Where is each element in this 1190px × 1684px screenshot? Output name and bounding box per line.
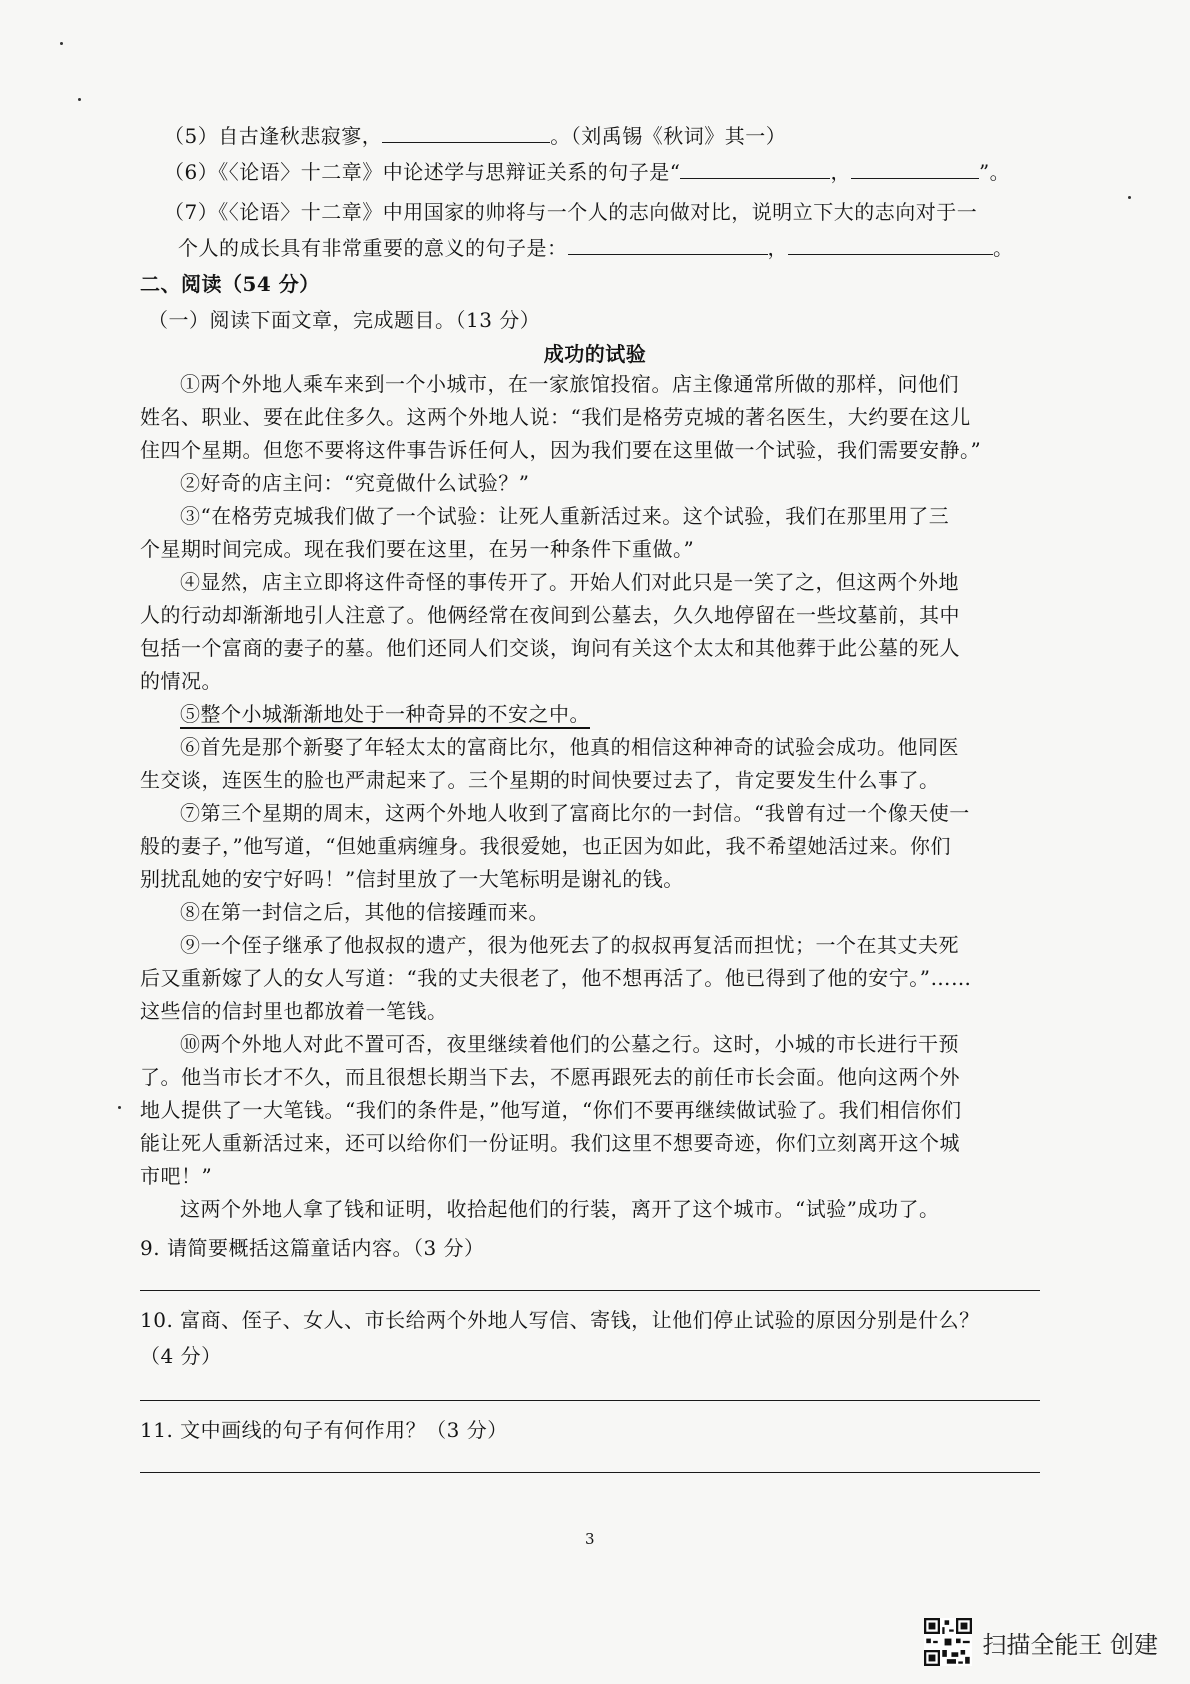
- article-paragraph-7-line-3: 别扰乱她的安宁好吗！”信封里放了一大笔标明是谢礼的钱。: [140, 867, 684, 891]
- article-paragraph-10-line-1: ⑩两个外地人对此不置可否，夜里继续着他们的公墓之行。这时，小城的市长进行干预: [180, 1032, 959, 1056]
- article-paragraph-3-line-1: ③“在格劳克城我们做了一个试验：让死人重新活过来。这个试验，我们在那里用了三: [180, 504, 950, 528]
- question-9-answer-line[interactable]: [140, 1290, 1040, 1291]
- article-paragraph-1-line-2: 姓名、职业、要在此住多久。这两个外地人说：“我们是格劳克城的著名医生，大约要在这儿: [140, 405, 971, 429]
- article-paragraph-9-line-2: 后又重新嫁了人的女人写道：“我的丈夫很老了，他不想再活了。他已得到了他的安宁。”……: [140, 966, 972, 990]
- article-paragraph-1-line-3: 住四个星期。但您不要将这件事告诉任何人，因为我们要在这里做一个试验，我们需要安静。”: [140, 438, 982, 462]
- scanner-watermark: [924, 1618, 1158, 1666]
- article-paragraph-4-line-3: 包括一个富商的妻子的墓。他们还同人们交谈，询问有关这个太太和其他葬于此公墓的死人: [140, 636, 960, 660]
- q7-text-mid: ，: [767, 236, 788, 260]
- article-paragraph-10-line-4: 能让死人重新活过来，还可以给你们一份证明。我们这里不想要奇迹，你们立刻离开这个城: [140, 1131, 960, 1155]
- q5-text-before: （5）自古逢秋悲寂寥，: [164, 124, 383, 148]
- watermark-text: 扫描全能王 创建: [982, 1630, 1158, 1659]
- article-paragraph-10-line-2: 了。他当市长才不久，而且很想长期当下去，不愿再跟死去的前任市长会面。他向这两个外: [140, 1065, 960, 1089]
- article-paragraph-8: ⑧在第一封信之后，其他的信接踵而来。: [180, 900, 549, 924]
- article-paragraph-9-line-1: ⑨一个侄子继承了他叔叔的遗产，很为他死去了的叔叔再复活而担忧；一个在其丈夫死: [180, 933, 959, 957]
- question-11: 11. 文中画线的句子有何作用？（3 分）: [140, 1418, 508, 1442]
- question-10-answer-line[interactable]: [140, 1400, 1040, 1401]
- article-paragraph-4-line-1: ④显然，店主立即将这件奇怪的事传开了。开始人们对此只是一笑了之，但这两个外地: [180, 570, 959, 594]
- section-heading: 二、阅读（54 分）: [140, 272, 320, 296]
- fill-in-q7-line1: （7）《〈论语〉十二章》中用国家的帅将与一个人的志向做对比，说明立下大的志向对于一: [164, 200, 978, 224]
- q6-text-mid: ，: [830, 160, 851, 184]
- q6-answer-blank-1[interactable]: [680, 158, 830, 179]
- article-paragraph-7-line-2: 般的妻子，”他写道，“但她重病缠身。我很爱她，也正因为如此，我不希望她活过来。你们: [140, 834, 951, 858]
- article-paragraph-4-line-4: 的情况。: [140, 669, 222, 693]
- article-paragraph-2: ②好奇的店主问：“究竟做什么试验？”: [180, 471, 530, 495]
- question-10-line-2: （4 分）: [140, 1344, 222, 1368]
- qr-code-icon: [924, 1618, 972, 1666]
- underlined-sentence: ⑤整个小城渐渐地处于一种奇异的不安之中。: [180, 702, 590, 729]
- q7-text-after: 。: [993, 236, 1014, 260]
- q6-answer-blank-2[interactable]: [851, 158, 979, 179]
- scan-speck: [118, 1106, 121, 1109]
- article-paragraph-6-line-1: ⑥首先是那个新娶了年轻太太的富商比尔，他真的相信这种神奇的试验会成功。他同医: [180, 735, 959, 759]
- scan-speck: [1128, 196, 1131, 199]
- question-9: 9. 请简要概括这篇童话内容。（3 分）: [140, 1236, 485, 1260]
- q6-text-before: （6）《〈论语〉十二章》中论述学与思辩证关系的句子是“: [164, 160, 681, 184]
- q5-answer-blank[interactable]: [382, 122, 550, 143]
- q5-text-after: 。（刘禹锡《秋词》其一）: [550, 124, 787, 148]
- article-paragraph-10-line-5: 市吧！”: [140, 1164, 213, 1188]
- article-paragraph-10-line-3: 地人提供了一大笔钱。“我们的条件是，”他写道，“你们不要再继续做试验了。我们相信你们: [140, 1098, 962, 1122]
- article-paragraph-6-line-2: 生交谈，连医生的脸也严肃起来了。三个星期的时间快要过去了，肯定要发生什么事了。: [140, 768, 940, 792]
- q6-text-after: ”。: [978, 160, 1011, 184]
- page-number: 3: [585, 1530, 595, 1548]
- q7-text-before: 个人的成长具有非常重要的意义的句子是：: [178, 236, 568, 260]
- article-paragraph-9-line-3: 这些信的信封里也都放着一笔钱。: [140, 999, 448, 1023]
- scan-speck: [78, 98, 81, 101]
- scan-speck: [60, 42, 63, 45]
- question-11-answer-line[interactable]: [140, 1472, 1040, 1473]
- sub-section-heading: （一）阅读下面文章，完成题目。（13 分）: [148, 308, 541, 332]
- q7-answer-blank-1[interactable]: [568, 234, 768, 255]
- article-paragraph-11: 这两个外地人拿了钱和证明，收拾起他们的行装，离开了这个城市。“试验”成功了。: [180, 1197, 940, 1221]
- article-paragraph-5: [180, 700, 590, 728]
- question-10-line-1: 10. 富商、侄子、女人、市长给两个外地人写信、寄钱，让他们停止试验的原因分别是什么？: [140, 1308, 980, 1332]
- fill-in-q5: [164, 122, 786, 150]
- fill-in-q7-line2: [178, 234, 1014, 262]
- article-paragraph-3-line-2: 个星期时间完成。现在我们要在这里，在另一种条件下重做。”: [140, 537, 695, 561]
- article-title: 成功的试验: [543, 342, 647, 366]
- q7-answer-blank-2[interactable]: [788, 234, 993, 255]
- fill-in-q6: [164, 158, 1010, 186]
- article-paragraph-7-line-1: ⑦第三个星期的周末，这两个外地人收到了富商比尔的一封信。“我曾有过一个像天使一: [180, 801, 970, 825]
- article-paragraph-1-line-1: ①两个外地人乘车来到一个小城市，在一家旅馆投宿。店主像通常所做的那样，问他们: [180, 372, 959, 396]
- article-paragraph-4-line-2: 人的行动却渐渐地引人注意了。他俩经常在夜间到公墓去，久久地停留在一些坟墓前，其中: [140, 603, 960, 627]
